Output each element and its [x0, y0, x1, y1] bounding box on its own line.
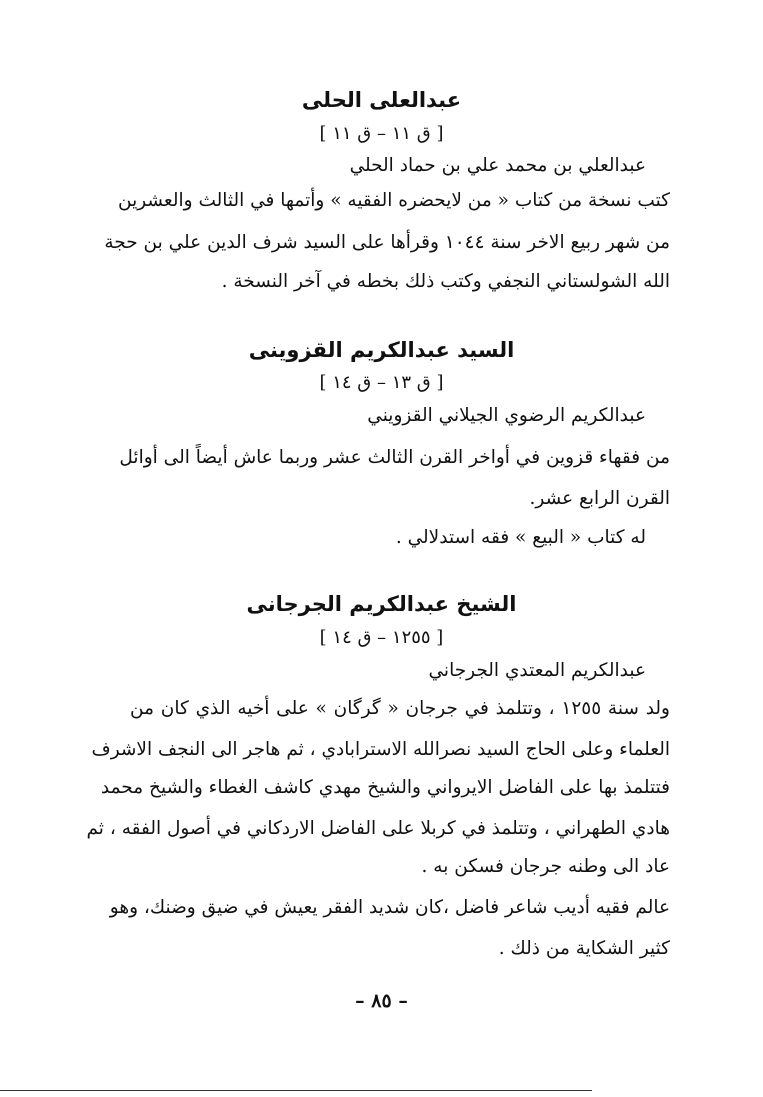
- entry-text-line: من شهر ربيع الاخر سنة ١٠٤٤ وقرأها على السيد شرف الدين علي بن حجة: [104, 232, 670, 253]
- entry-text-line: عاد الى وطنه جرجان فسكن به .: [421, 856, 670, 877]
- entry-text-line: الله الشولستاني النجفي وكتب ذلك بخطه في آخر النسخة .: [221, 271, 670, 292]
- entry-fullname: عبدالعلي بن محمد علي بن حماد الحلي: [349, 155, 646, 176]
- entry-text-line: هادي الطهراني ، وتتلمذ في كربلا على الفاضل الاردكاني في أصول الفقه ، ثم: [86, 818, 670, 839]
- entry-text-line: عالم فقيه أديب شاعر فاضل ،كان شديد الفقر يعيش في ضيق وضنك، وهو: [109, 897, 670, 918]
- entry-fullname: عبدالكريم المعتدي الجرجاني: [428, 660, 646, 681]
- entry-text-line: كثير الشكاية من ذلك .: [498, 938, 670, 959]
- entry-text-line: فتتلمذ بها على الفاضل الايرواني والشيخ مهدي كاشف الغطاء والشيخ محمد: [100, 777, 670, 798]
- entry-text-line: من فقهاء قزوين في أواخر القرن الثالث عشر وربما عاش أيضاً الى أوائل: [119, 447, 670, 468]
- page-number: – ٨٥ –: [355, 990, 408, 1012]
- entry-dates: [ ١٢٥٥ – ق ١٤ ]: [319, 627, 444, 648]
- entry-heading: الشيخ عبدالكريم الجرجانى: [246, 592, 517, 616]
- entry-dates: [ ق ١٣ – ق ١٤ ]: [319, 372, 444, 393]
- entry-text-line: له كتاب « البيع » فقه استدلالي .: [395, 527, 646, 548]
- entry-text-line: القرن الرابع عشر.: [529, 488, 670, 509]
- entry-text-line: العلماء وعلى الحاج السيد نصرالله الاسترابادي ، ثم هاجر الى النجف الاشرف: [91, 739, 670, 760]
- entry-heading: السيد عبدالكريم القزوينى: [248, 338, 515, 362]
- entry-text-line: كتب نسخة من كتاب « من لايحضره الفقيه » وأتمها في الثالث والعشرين: [117, 190, 670, 211]
- footer-rule: [0, 1090, 592, 1091]
- entry-fullname: عبدالكريم الرضوي الجيلاني القزويني: [367, 405, 646, 426]
- entry-heading: عبدالعلى الحلى: [301, 88, 462, 112]
- entry-dates: [ ق ١١ – ق ١١ ]: [319, 123, 444, 144]
- entry-text-line: ولد سنة ١٢٥٥ ، وتتلمذ في جرجان « گرگان » على أخيه الذي كان من: [130, 698, 670, 719]
